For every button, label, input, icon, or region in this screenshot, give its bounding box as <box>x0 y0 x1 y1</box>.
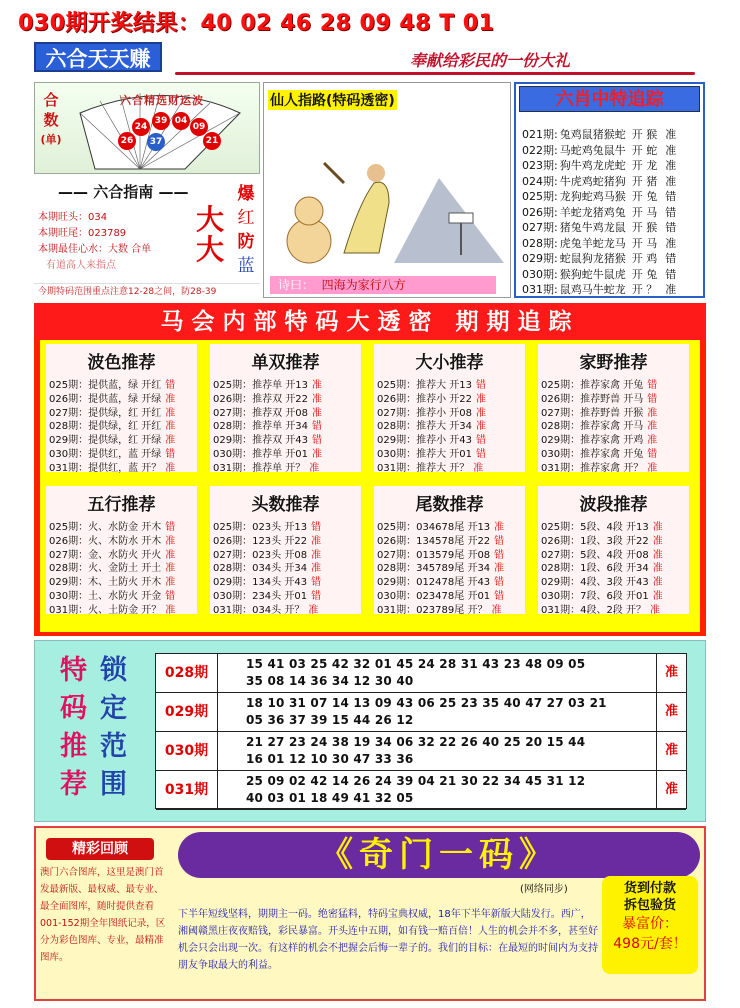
recommend-line: 025期：推荐单 开13 准 <box>213 380 322 391</box>
lock-numbers: 25 09 02 42 14 26 24 39 04 21 30 22 34 45 31 12 <box>246 774 586 788</box>
lock-result: 准 <box>656 732 686 770</box>
recommend-line: 027期：提供绿，红 开红 准 <box>49 407 176 419</box>
recommend-line: 025期：火、水防金 开木 错 <box>49 522 176 533</box>
recommend-line: 028期：345789尾 开34 准 <box>377 563 505 575</box>
recommend-line: 029期：木、土防火 开木 准 <box>49 577 176 589</box>
recommend-line: 027期：013579尾 开08 错 <box>377 549 505 561</box>
recommend-line: 030期：推荐大 开01 错 <box>377 449 486 460</box>
recommend-line: 026期：火、木防水 开木 准 <box>49 535 176 547</box>
recommend-line: 027期：金、水防火 开火 准 <box>49 549 176 561</box>
six-zodiac-row: 029期: 蛇鼠狗龙猪猴 开 鸡 错 <box>522 252 677 265</box>
six-zodiac-row: 027期: 猪兔牛鸡龙鼠 开 猴 错 <box>522 221 677 234</box>
recommend-line: 026期：推荐双 开22 准 <box>213 393 322 405</box>
recommend-line: 031期：推荐大 开？ 准 <box>377 462 484 474</box>
recommend-line: 029期：推荐小 开43 错 <box>377 435 486 447</box>
recommend-line: 028期：1段、6段 开34 准 <box>541 563 663 575</box>
recommend-cell-title: 头数推荐 <box>251 495 320 515</box>
fan-ball: 39 <box>152 112 170 130</box>
guide-line: 本期最佳心水：大数 合单 <box>38 244 152 255</box>
recommend-cell-title: 波段推荐 <box>579 495 648 515</box>
six-zodiac-row: 031期: 鼠鸡马牛蛇龙 开 ？ 准 <box>522 283 677 296</box>
recommend-cell <box>210 344 361 472</box>
recommend-line: 027期：023头 开08 准 <box>213 549 322 561</box>
guide-side-column: 爆 红 防 蓝 <box>237 184 255 276</box>
guide-big-text: 大大 <box>196 203 225 266</box>
recommend-line: 030期：提供红，蓝 开绿 错 <box>49 449 176 460</box>
slogan-underline <box>175 72 695 75</box>
recommend-cell <box>538 486 689 614</box>
heshu-label: 合数 (单) <box>40 91 62 146</box>
range-note: 今期特码范围重点注意12-28之间，防28-39 <box>34 283 260 299</box>
recommend-line: 026期：提供蓝，绿 开绿 准 <box>49 393 176 405</box>
lock-numbers: 15 41 03 25 42 32 01 45 24 28 31 43 23 48 09 05 <box>246 657 586 671</box>
lock-result: 准 <box>656 771 686 809</box>
recommend-line: 031期：023789尾 开？ 准 <box>377 604 502 616</box>
recommend-line: 026期：123头 开22 准 <box>213 535 322 547</box>
lock-numbers: 21 27 23 24 38 19 34 06 32 22 26 40 25 20 15 44 <box>246 735 586 749</box>
recommend-line: 031期：推荐家禽 开？ 准 <box>541 462 658 474</box>
recommend-line: 029期：012478尾 开43 错 <box>377 577 505 589</box>
six-zodiac-row: 025期: 龙狗蛇鸡马猴 开 兔 错 <box>522 190 677 203</box>
recommend-line: 031期：034头 开？ 准 <box>213 604 319 616</box>
recommend-line: 030期：土、水防火 开金 错 <box>49 591 176 602</box>
recommend-cell <box>46 344 197 472</box>
recommend-line: 028期：034头 开34 准 <box>213 563 322 575</box>
recommend-line: 025期：034678尾 开13 准 <box>377 522 505 533</box>
recommend-line: 030期：推荐家禽 开兔 错 <box>541 449 658 460</box>
recommend-line: 031期：提供红，蓝 开？ 准 <box>49 462 176 474</box>
review-text: 澳门六合图库，这里是澳门首发最新版、最权威、最专业、最全面图库，随时提供查看001-152期全年图纸记录，区分为彩色图库、专业，最精准图库。 <box>40 867 166 963</box>
recommend-cell <box>374 486 525 614</box>
recommend-line: 028期：推荐单 开34 错 <box>213 421 322 433</box>
promo-text: 下半年短线坚料，期期主一码。绝密猛料，特码宝典权威，18年下半年新版大陆发行。西广，湘阈赣黑庄夜夜赔钱，彩民暴富。开头连中五期，如有钱一赔百倍！人生的机会并不多，甚至好机会只会出现一次。有这样的机会不把握会后悔一辈子的。我们的目标：在最短的时间内为支持朋友争取最大的利益。 <box>178 909 598 971</box>
recommend-line: 027期：推荐野兽 开猴 准 <box>541 407 658 419</box>
six-zodiac-row: 024期: 牛虎鸡蛇猪狗 开 猪 准 <box>522 174 677 188</box>
recommend-line: 025期：推荐大 开13 错 <box>377 380 486 391</box>
qimen-banner: 《奇门一码》 <box>178 832 700 878</box>
lock-row <box>156 693 686 732</box>
lock-numbers: 35 08 14 36 34 12 30 40 <box>246 674 414 688</box>
lock-numbers: 05 36 37 39 15 44 26 12 <box>246 713 414 727</box>
recommend-line: 028期：推荐家禽 开马 准 <box>541 421 658 433</box>
slogan: 奉献给彩民的一份大礼 <box>410 51 571 70</box>
fan-ball: 26 <box>118 132 136 150</box>
recommend-cell-title: 尾数推荐 <box>415 495 484 515</box>
recommend-line: 031期：4段、2段 开？ 准 <box>541 604 660 616</box>
immortal-illustration <box>264 83 512 299</box>
recommend-cell <box>210 486 361 614</box>
recommend-cell <box>538 344 689 472</box>
recommend-cell <box>374 344 525 472</box>
recommend-cell-title: 波色推荐 <box>87 353 156 373</box>
result-title: 030期开奖结果：40 02 46 28 09 48 T 01 <box>18 11 495 36</box>
net-sync-label: (网络同步) <box>520 884 568 895</box>
recommend-line: 031期：推荐单 开？ 准 <box>213 462 320 474</box>
recommend-line: 028期：提供绿，红 开红 准 <box>49 421 176 433</box>
fan-ball: 37 <box>147 133 165 151</box>
lock-period: 030期 <box>156 732 218 770</box>
six-zodiac-row: 023期: 狗牛鸡龙虎蛇 开 龙 准 <box>522 159 677 172</box>
lock-numbers: 16 01 12 10 30 47 33 36 <box>246 752 414 766</box>
guide-title: —— 六合指南 —— <box>58 183 189 201</box>
fan-title: 六合精选财运波 <box>120 94 204 107</box>
recommend-line: 030期：023478尾 开01 错 <box>377 591 505 602</box>
guide-line: 本期旺尾：023789 <box>38 228 127 239</box>
recommend-cell-title: 五行推荐 <box>87 495 156 515</box>
recommend-cell-title: 单双推荐 <box>251 353 320 373</box>
recommend-line: 029期：134头 开43 错 <box>213 577 322 589</box>
lock-result: 准 <box>656 693 686 731</box>
recommend-line: 030期：7段、6段 开01 准 <box>541 591 663 602</box>
lock-result: 准 <box>656 654 686 692</box>
recommend-cell-title: 家野推荐 <box>579 353 648 373</box>
recommend-line: 025期：提供蓝，绿 开红 错 <box>49 380 176 391</box>
guide-line: 本期旺头：034 <box>38 212 108 223</box>
recommend-line: 027期：5段、4段 开08 准 <box>541 549 663 561</box>
fan-ball: 09 <box>190 118 208 136</box>
recommend-line: 030期：234头 开01 错 <box>213 591 322 602</box>
guide-footer: 有道高人来指点 <box>46 260 116 271</box>
recommend-line: 029期：推荐双 开43 错 <box>213 435 322 447</box>
recommend-line: 026期：推荐野兽 开马 错 <box>541 393 658 405</box>
fan-ball: 04 <box>172 112 190 130</box>
six-zodiac-row: 022期: 马蛇鸡兔鼠牛 开 蛇 准 <box>522 143 677 157</box>
recommend-line: 025期：推荐家禽 开兔 错 <box>541 380 658 391</box>
lock-numbers: 40 03 01 18 49 41 32 05 <box>246 791 414 805</box>
six-zodiac-row: 021期: 兔鸡鼠猪猴蛇 开 猴 准 <box>522 128 677 141</box>
recommend-line: 025期：5段、4段 开13 准 <box>541 522 663 533</box>
lock-label-right: 锁 定 范 围 <box>100 655 127 800</box>
lock-numbers: 18 10 31 07 14 13 09 43 06 25 23 35 40 47 27 03 21 <box>246 696 607 710</box>
fan-ball: 21 <box>203 132 221 150</box>
recommend-line: 025期：023头 开13 错 <box>213 522 322 533</box>
immortal-poem: 诗曰： 四海为家行八方 <box>270 276 496 294</box>
six-zodiac-row: 030期: 猴狗蛇牛鼠虎 开 兔 错 <box>522 267 677 281</box>
recommend-line: 029期：提供绿，红 开绿 准 <box>49 435 176 447</box>
lock-label-left: 特 码 推 荐 <box>60 655 87 800</box>
recommend-line: 029期：4段、3段 开43 准 <box>541 577 663 589</box>
recommend-line: 030期：推荐单 开01 准 <box>213 449 322 460</box>
immortal-title: 仙人指路(特码透密) <box>268 90 397 110</box>
recommend-line: 028期：推荐大 开34 准 <box>377 421 486 433</box>
recommend-line: 028期：火、金防土 开土 准 <box>49 563 176 575</box>
brand-badge: 六合天天赚 <box>34 42 162 72</box>
six-zodiac-title: 六肖中特追踪 <box>519 86 700 112</box>
recommend-line: 031期：火、土防金 开？ 准 <box>49 604 176 616</box>
six-zodiac-row: 028期: 虎兔羊蛇龙马 开 马 准 <box>522 236 677 250</box>
recommend-line: 029期：推荐家禽 开鸡 准 <box>541 435 658 447</box>
lock-row <box>156 732 686 771</box>
recommend-line: 027期：推荐小 开08 准 <box>377 407 486 419</box>
recommend-line: 027期：推荐双 开08 准 <box>213 407 322 419</box>
delivery-badge: 货到付款 拆包验货 暴富价： 498元/套！ <box>602 876 698 974</box>
lock-row <box>156 654 686 693</box>
recommend-line: 026期：134578尾 开22 错 <box>377 535 505 547</box>
review-title: 精彩回顾 <box>46 838 154 860</box>
lock-row <box>156 771 686 810</box>
lock-period: 029期 <box>156 693 218 731</box>
lock-table <box>155 653 687 809</box>
recommend-line: 026期：推荐小 开22 准 <box>377 393 486 405</box>
six-zodiac-row: 026期: 羊蛇龙猪鸡兔 开 马 错 <box>522 205 677 219</box>
recommend-cell <box>46 486 197 614</box>
inside-secrets-title: 马会内部特码大透密 期期追踪 <box>34 303 706 340</box>
immortal-panel <box>263 82 511 298</box>
recommend-cell-title: 大小推荐 <box>415 353 484 373</box>
fan-ball: 24 <box>132 118 150 136</box>
recommend-line: 026期：1段、3段 开22 准 <box>541 535 663 547</box>
lock-period: 028期 <box>156 654 218 692</box>
lock-period: 031期 <box>156 771 218 809</box>
